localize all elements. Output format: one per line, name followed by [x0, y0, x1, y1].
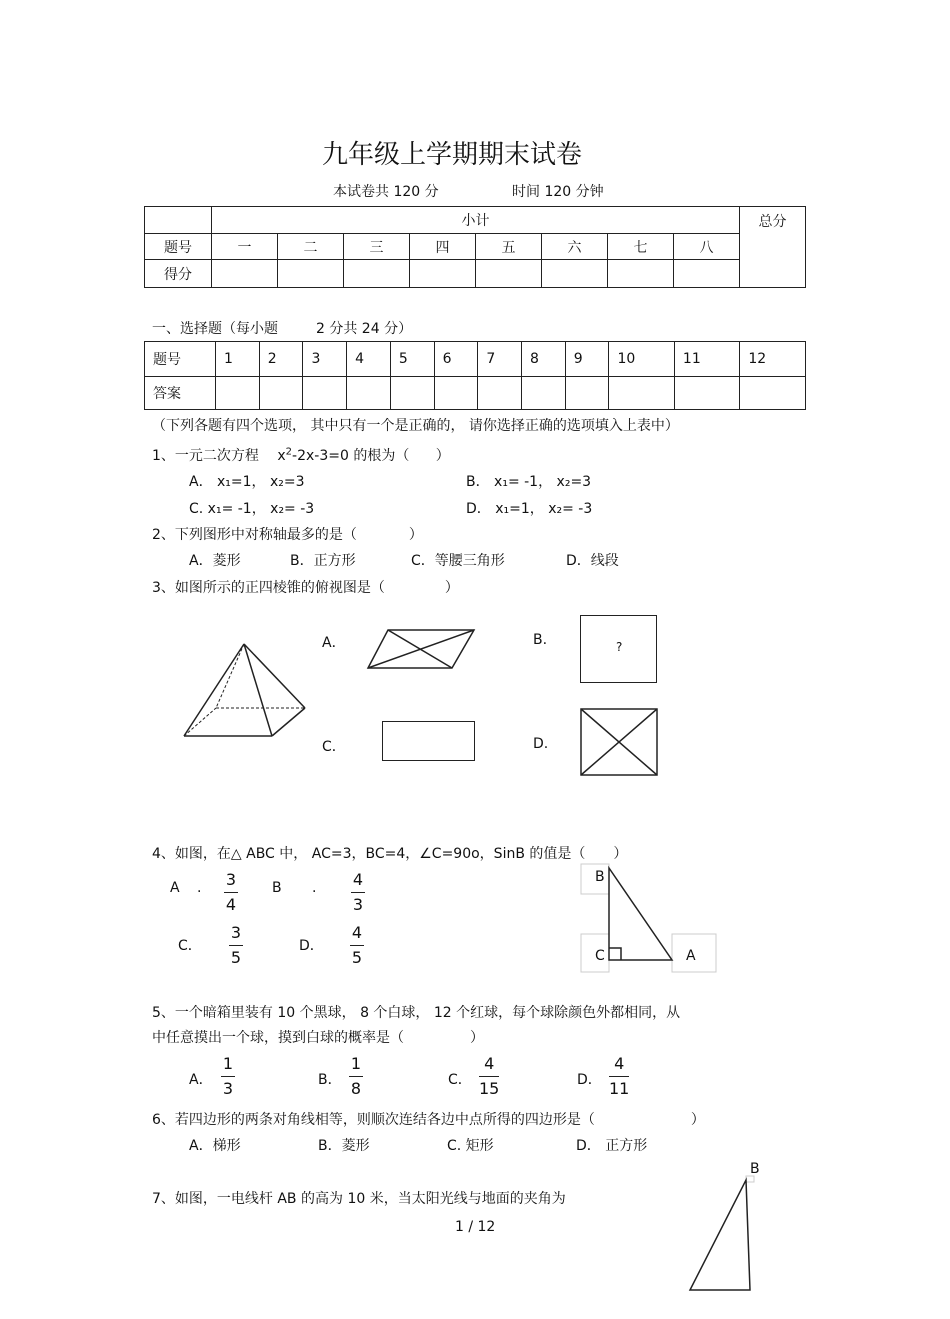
score-table-corner: [145, 207, 212, 234]
score-cell[interactable]: [476, 260, 542, 288]
answer-number: 7: [478, 342, 522, 377]
q2-stem-text: 2、下列图形中对称轴最多的是（: [152, 527, 357, 543]
q3-stem-text: 3、如图所示的正四棱锥的俯视图是（: [152, 580, 385, 596]
answer-cell[interactable]: [565, 377, 609, 410]
q4-option-c-fraction: [229, 923, 243, 968]
answer-cell[interactable]: [434, 377, 478, 410]
numerator: 4: [614, 1054, 625, 1073]
answer-row-label: 题号: [145, 342, 216, 377]
answer-number: 3: [303, 342, 347, 377]
score-cell[interactable]: [608, 260, 674, 288]
answer-number: 6: [434, 342, 478, 377]
q6-option-a: A．梯形: [189, 1138, 241, 1154]
q5-stem-line2: [152, 1027, 484, 1047]
q3-option-c-rectangle: [382, 721, 475, 761]
q5-bracket-end: ）: [470, 1030, 484, 1046]
q7-stem: 7、如图，一电线杆 AB 的高为 10 米，当太阳光线与地面的夹角为: [152, 1191, 566, 1207]
section1-heading-points: 2 分共 24 分）: [316, 321, 413, 337]
answer-cell[interactable]: [303, 377, 347, 410]
denominator: 3: [352, 895, 364, 914]
q2-bracket-end: ）: [408, 527, 423, 543]
q4-option-b-label: B: [272, 880, 282, 896]
total-header: 总分: [740, 207, 806, 288]
numerator: 3: [225, 870, 237, 889]
q5-stem-text: 中任意摸出一个球，摸到白球的概率是（: [152, 1030, 404, 1046]
q3-stem: [152, 577, 459, 597]
q5-option-a-fraction: [221, 1054, 235, 1099]
q1-variable: x: [277, 448, 286, 464]
exam-total-score: 本试卷共 120 分: [333, 184, 439, 200]
q4-vertex-a: A: [686, 948, 696, 964]
q2-stem: [152, 524, 423, 544]
denominator: 15: [479, 1079, 500, 1098]
answer-cell[interactable]: [347, 377, 391, 410]
subtotal-header: 小计: [212, 207, 740, 234]
q7-vertex-b: B: [750, 1161, 760, 1177]
denominator: 5: [230, 948, 242, 967]
answer-number: 12: [740, 342, 806, 377]
q2-option-b: B．正方形: [290, 553, 356, 569]
q4-option-b-fraction: [351, 870, 365, 915]
section-col: 六: [542, 234, 608, 260]
q5-option-c-label: C．: [448, 1072, 472, 1088]
q1-bracket-end: ）: [435, 448, 450, 464]
q3-option-b-label: B.: [533, 632, 548, 648]
answer-number: 11: [674, 342, 739, 377]
q1-option-d: D． x₁=1， x₂= -3: [466, 501, 593, 517]
numerator: 4: [351, 923, 363, 942]
answer-cell[interactable]: [609, 377, 674, 410]
q1-exponent: 2: [285, 446, 293, 458]
answer-cell[interactable]: [478, 377, 522, 410]
q5-stem-line1: 5、一个暗箱里装有 10 个黑球， 8 个白球， 12 个红球，每个球除颜色外都相同，从: [152, 1005, 681, 1021]
denominator: 5: [351, 948, 363, 967]
denominator: 4: [225, 895, 237, 914]
q3-option-a-figure: [366, 628, 476, 670]
q5-option-a-label: A．: [189, 1072, 213, 1088]
q4-stem: [152, 843, 627, 863]
answer-cell[interactable]: [674, 377, 739, 410]
q4-option-a-label: A: [170, 880, 180, 896]
q5-option-d-fraction: [609, 1054, 629, 1099]
score-cell[interactable]: [212, 260, 278, 288]
score-table: [144, 206, 806, 288]
section-col: 七: [608, 234, 674, 260]
q4-vertex-c: C: [595, 948, 605, 964]
score-label: 得分: [145, 260, 212, 288]
denominator: 3: [222, 1079, 234, 1098]
answer-row-label: 答案: [145, 377, 216, 410]
q4-stem-text: 4、如图，在△ ABC 中， AC=3，BC=4，∠C=90o，SinB 的值是（: [152, 846, 586, 862]
q1-stem-text: 1、一元二次方程: [152, 448, 259, 464]
page-title: 九年级上学期期末试卷: [322, 140, 583, 170]
q5-option-d-label: D．: [577, 1072, 602, 1088]
answer-number: 1: [216, 342, 260, 377]
numerator: 3: [230, 923, 242, 942]
question-mark: ?: [616, 640, 623, 654]
section-col: 三: [344, 234, 410, 260]
q2-option-d: D．线段: [566, 553, 619, 569]
q4-option-a-dot: .: [197, 880, 202, 896]
q3-bracket-end: ）: [444, 580, 459, 596]
q6-option-d: D． 正方形: [576, 1138, 648, 1154]
score-cell[interactable]: [542, 260, 608, 288]
q3-option-a-label: A．: [322, 635, 346, 651]
answer-cell[interactable]: [740, 377, 806, 410]
q1-option-b: B． x₁= -1， x₂=3: [466, 474, 592, 490]
q4-option-d-fraction: [350, 923, 364, 968]
q5-option-b-fraction: [349, 1054, 363, 1099]
numerator: 4: [484, 1054, 495, 1073]
q1-equation: -2x-3=0 的根为（: [292, 448, 410, 464]
section-col: 一: [212, 234, 278, 260]
q3-option-d-label: D.: [533, 736, 549, 752]
section-col: 五: [476, 234, 542, 260]
score-cell[interactable]: [278, 260, 344, 288]
score-cell[interactable]: [344, 260, 410, 288]
q1-option-a: A． x₁=1， x₂=3: [189, 474, 305, 490]
q3-option-d-figure: [580, 708, 658, 776]
answer-number: 9: [565, 342, 609, 377]
score-cell[interactable]: [410, 260, 476, 288]
q6-stem: [152, 1109, 705, 1129]
q2-option-c: C．等腰三角形: [411, 553, 505, 569]
denominator: 8: [350, 1079, 362, 1098]
answer-cell[interactable]: [259, 377, 303, 410]
q4-option-d-label: D．: [299, 938, 324, 954]
q3-option-c-label: C．: [322, 739, 346, 755]
numerator: 1: [222, 1054, 234, 1073]
q3-option-b-square: [580, 615, 657, 683]
section1-heading: 一、选择题（每小题: [152, 321, 278, 337]
q4-option-c-label: C．: [178, 938, 202, 954]
section1-note: （下列各题有四个选项， 其中只有一个是正确的， 请你选择正确的选项填入上表中）: [152, 418, 679, 434]
q6-option-c: C. 矩形: [447, 1138, 494, 1154]
q1-option-c: C. x₁= -1， x₂= -3: [189, 501, 315, 517]
exam-duration: 时间 120 分钟: [512, 184, 604, 200]
q6-stem-text: 6、若四边形的两条对角线相等，则顺次连结各边中点所得的四边形是（: [152, 1112, 595, 1128]
q4-vertex-b: B: [595, 869, 605, 885]
answer-cell[interactable]: [216, 377, 260, 410]
q6-option-b: B．菱形: [318, 1138, 370, 1154]
q7-triangle-figure: [686, 1176, 756, 1294]
answer-number: 2: [259, 342, 303, 377]
numerator: 4: [352, 870, 364, 889]
page-number: 1 / 12: [455, 1219, 496, 1235]
score-cell[interactable]: [674, 260, 740, 288]
answer-table: [144, 341, 806, 410]
answer-number: 10: [609, 342, 674, 377]
answer-cell[interactable]: [390, 377, 434, 410]
q2-option-a: A．菱形: [189, 553, 241, 569]
q5-option-c-fraction: [479, 1054, 499, 1099]
denominator: 11: [609, 1079, 630, 1098]
q4-bracket-end: ）: [613, 846, 628, 862]
numerator: 1: [350, 1054, 362, 1073]
answer-number: 5: [390, 342, 434, 377]
question-number-label: 题号: [145, 234, 212, 260]
answer-number: 4: [347, 342, 391, 377]
q1-stem: [152, 445, 450, 465]
answer-cell[interactable]: [522, 377, 566, 410]
q5-option-b-label: B．: [318, 1072, 342, 1088]
pyramid-figure: [180, 640, 310, 740]
section-col: 二: [278, 234, 344, 260]
section-col: 四: [410, 234, 476, 260]
section-col: 八: [674, 234, 740, 260]
q6-bracket-end: ）: [690, 1112, 705, 1128]
answer-number: 8: [522, 342, 566, 377]
q4-option-a-fraction: [224, 870, 238, 915]
q4-option-b-dot: .: [312, 880, 317, 896]
